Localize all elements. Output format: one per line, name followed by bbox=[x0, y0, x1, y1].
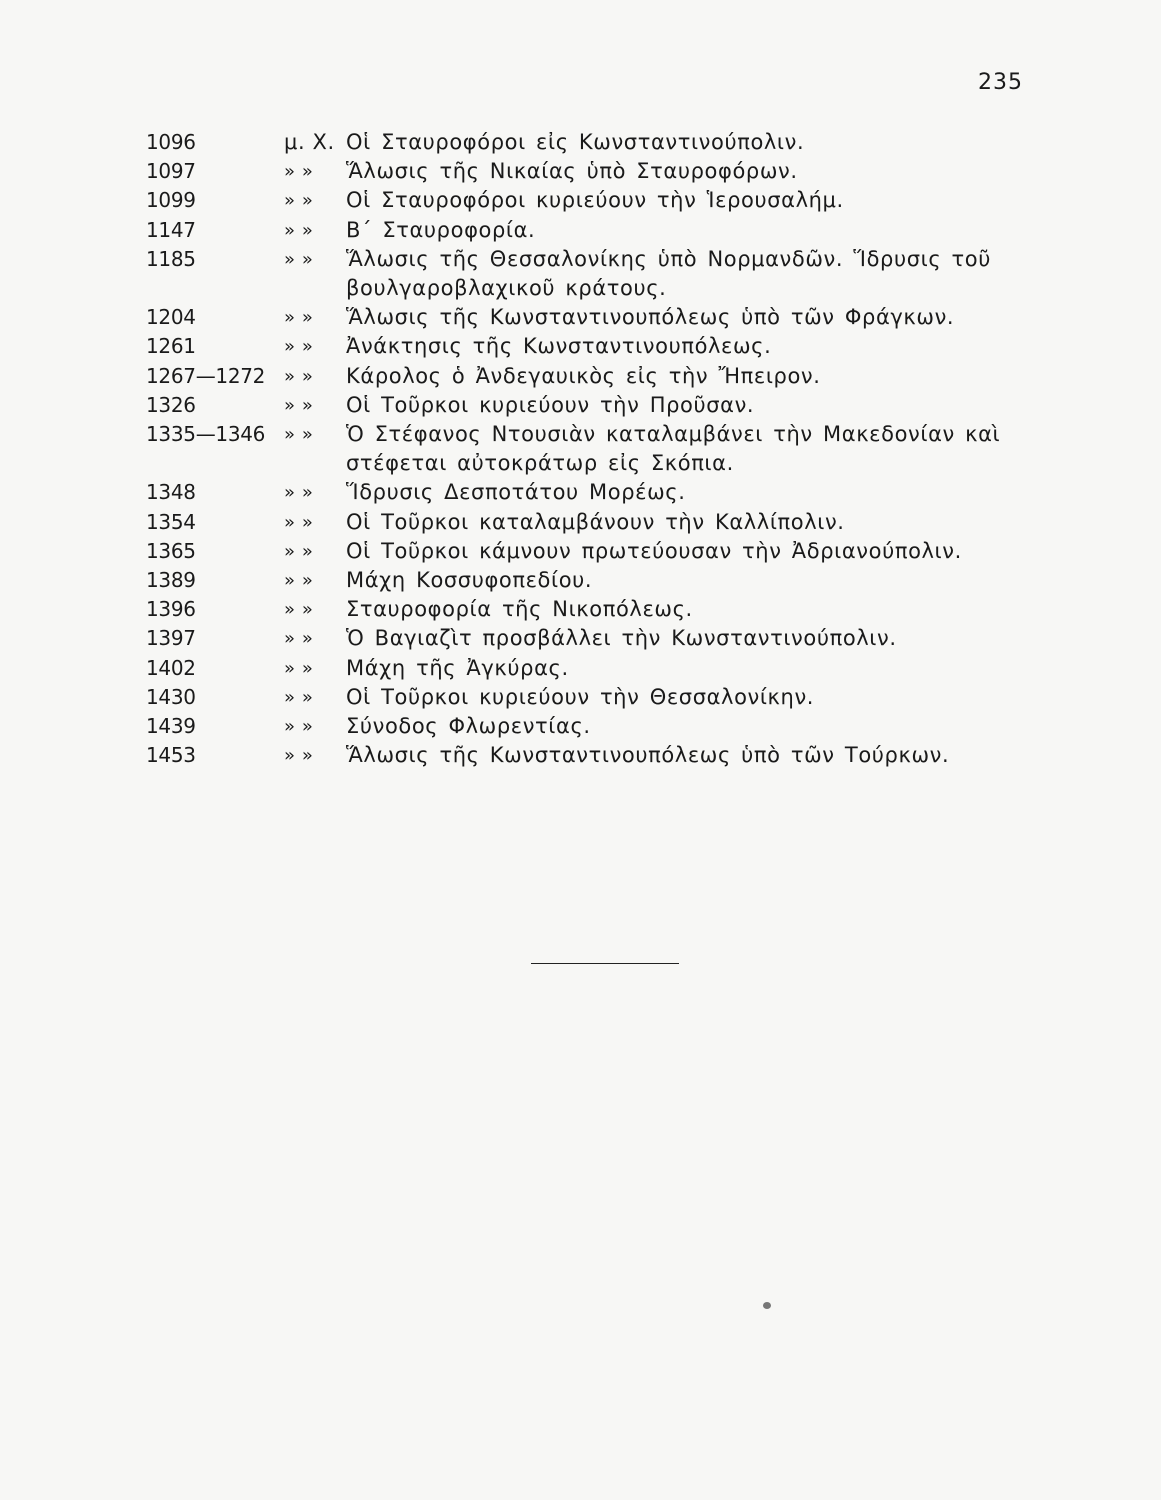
entry-text: Ἅλωσις τῆς Θεσσαλονίκης ὑπὸ Νορμανδῶν. Ἵδρυσις τοῦ βουλγαροβλαχικοῦ κράτους. bbox=[346, 246, 991, 301]
chronology-entry bbox=[146, 508, 1046, 537]
entry-text: Οἱ Σταυροφόροι εἰς Κωνσταντινούπολιν. bbox=[346, 130, 805, 154]
entry-year: 1396 bbox=[146, 597, 196, 622]
chronology-entry bbox=[146, 595, 1046, 624]
entry-era: » » bbox=[284, 365, 314, 387]
page-number: 235 bbox=[978, 70, 1023, 95]
chronology-entry bbox=[146, 332, 1046, 361]
entry-year: 1365 bbox=[146, 538, 196, 563]
entry-year: 1402 bbox=[146, 655, 196, 680]
entry-era: » » bbox=[284, 657, 314, 679]
entry-text: Οἱ Τοῦρκοι κυριεύουν τὴν Θεσσαλονίκην. bbox=[346, 684, 815, 709]
chronology-entry bbox=[146, 683, 1046, 712]
entry-text: Ὁ Βαγιαζὶτ προσβάλλει τὴν Κωνσταντινούπολιν. bbox=[346, 626, 897, 651]
chronology-list bbox=[146, 128, 1046, 770]
chronology-entry bbox=[146, 420, 1046, 478]
entry-era: μ. Χ. bbox=[284, 130, 335, 154]
chronology-entry bbox=[146, 712, 1046, 741]
entry-year: 1348 bbox=[146, 480, 196, 505]
chronology-entry bbox=[146, 303, 1046, 332]
entry-era: » » bbox=[284, 307, 314, 329]
chronology-entry bbox=[146, 566, 1046, 595]
chronology-entry bbox=[146, 478, 1046, 507]
entry-year: 1267—1272 bbox=[146, 363, 266, 388]
chronology-entry bbox=[146, 391, 1046, 420]
chronology-entry bbox=[146, 186, 1046, 215]
entry-year: 1397 bbox=[146, 626, 196, 651]
entry-era: » » bbox=[284, 716, 314, 738]
entry-era: » » bbox=[284, 482, 314, 504]
chronology-entry bbox=[146, 216, 1046, 245]
entry-year: 1354 bbox=[146, 509, 196, 534]
entry-text: Οἱ Τοῦρκοι καταλαμβάνουν τὴν Καλλίπολιν. bbox=[346, 509, 845, 534]
entry-year: 1326 bbox=[146, 392, 196, 417]
entry-year: 1261 bbox=[146, 334, 196, 359]
chronology-entry bbox=[146, 537, 1046, 566]
entry-era: » » bbox=[284, 570, 314, 592]
entry-text: Ἵδρυσις Δεσποτάτου Μορέως. bbox=[346, 480, 686, 505]
entry-text: Ἅλωσις τῆς Νικαίας ὑπὸ Σταυροφόρων. bbox=[346, 159, 798, 184]
entry-era: » » bbox=[284, 219, 314, 241]
entry-text: Οἱ Τοῦρκοι κυριεύουν τὴν Προῦσαν. bbox=[346, 392, 755, 417]
entry-text: Ἅλωσις τῆς Κωνσταντινουπόλεως ὑπὸ τῶν Τούρκων. bbox=[346, 743, 950, 768]
entry-text: Β΄ Σταυροφορία. bbox=[346, 217, 536, 242]
entry-year: 1389 bbox=[146, 568, 196, 593]
entry-era: » » bbox=[284, 599, 314, 621]
entry-era: » » bbox=[284, 190, 314, 212]
entry-text: Οἱ Τοῦρκοι κάμνουν πρωτεύουσαν τὴν Ἀδριανούπολιν. bbox=[346, 538, 962, 563]
chronology-entry bbox=[146, 128, 1046, 157]
entry-year: 1096 bbox=[146, 130, 196, 154]
entry-year: 1147 bbox=[146, 217, 196, 242]
entry-era: » » bbox=[284, 394, 314, 416]
chronology-entry bbox=[146, 245, 1046, 303]
entry-era: » » bbox=[284, 745, 314, 767]
entry-text: Ἀνάκτησις τῆς Κωνσταντινουπόλεως. bbox=[346, 334, 772, 359]
chronology-entry bbox=[146, 654, 1046, 683]
entry-text: Ὁ Στέφανος Ντουσιὰν καταλαμβάνει τὴν Μακεδονίαν καὶ στέφεται αὐτοκράτωρ εἰς Σκόπια. bbox=[346, 422, 1001, 476]
entry-year: 1185 bbox=[146, 246, 196, 271]
section-divider bbox=[531, 963, 679, 964]
chronology-entry bbox=[146, 624, 1046, 653]
entry-year: 1430 bbox=[146, 684, 196, 709]
ink-speck bbox=[763, 1302, 771, 1309]
entry-text: Μάχη τῆς Ἀγκύρας. bbox=[346, 655, 569, 680]
entry-year: 1453 bbox=[146, 743, 196, 768]
chronology-entry bbox=[146, 157, 1046, 186]
entry-era: » » bbox=[284, 248, 314, 270]
entry-year: 1204 bbox=[146, 305, 196, 330]
entry-era: » » bbox=[284, 540, 314, 562]
entry-year: 1439 bbox=[146, 714, 196, 739]
chronology-entry bbox=[146, 741, 1046, 770]
entry-text: Σύνοδος Φλωρεντίας. bbox=[346, 714, 591, 739]
entry-year: 1099 bbox=[146, 188, 196, 213]
entry-era: » » bbox=[284, 628, 314, 650]
entry-era: » » bbox=[284, 161, 314, 183]
entry-text: Μάχη Κοσσυφοπεδίου. bbox=[346, 568, 593, 593]
entry-year: 1097 bbox=[146, 159, 196, 184]
entry-text: Ἅλωσις τῆς Κωνσταντινουπόλεως ὑπὸ τῶν Φράγκων. bbox=[346, 305, 955, 330]
entry-era: » » bbox=[284, 424, 314, 446]
entry-text: Οἱ Σταυροφόροι κυριεύουν τὴν Ἱερουσαλήμ. bbox=[346, 188, 844, 213]
entry-era: » » bbox=[284, 511, 314, 533]
entry-text: Σταυροφορία τῆς Νικοπόλεως. bbox=[346, 597, 693, 622]
entry-year: 1335—1346 bbox=[146, 422, 266, 447]
entry-era: » » bbox=[284, 686, 314, 708]
entry-text: Κάρολος ὁ Ἀνδεγαυικὸς εἰς τὴν Ἤπειρον. bbox=[346, 363, 821, 388]
entry-era: » » bbox=[284, 336, 314, 358]
chronology-entry bbox=[146, 362, 1046, 391]
